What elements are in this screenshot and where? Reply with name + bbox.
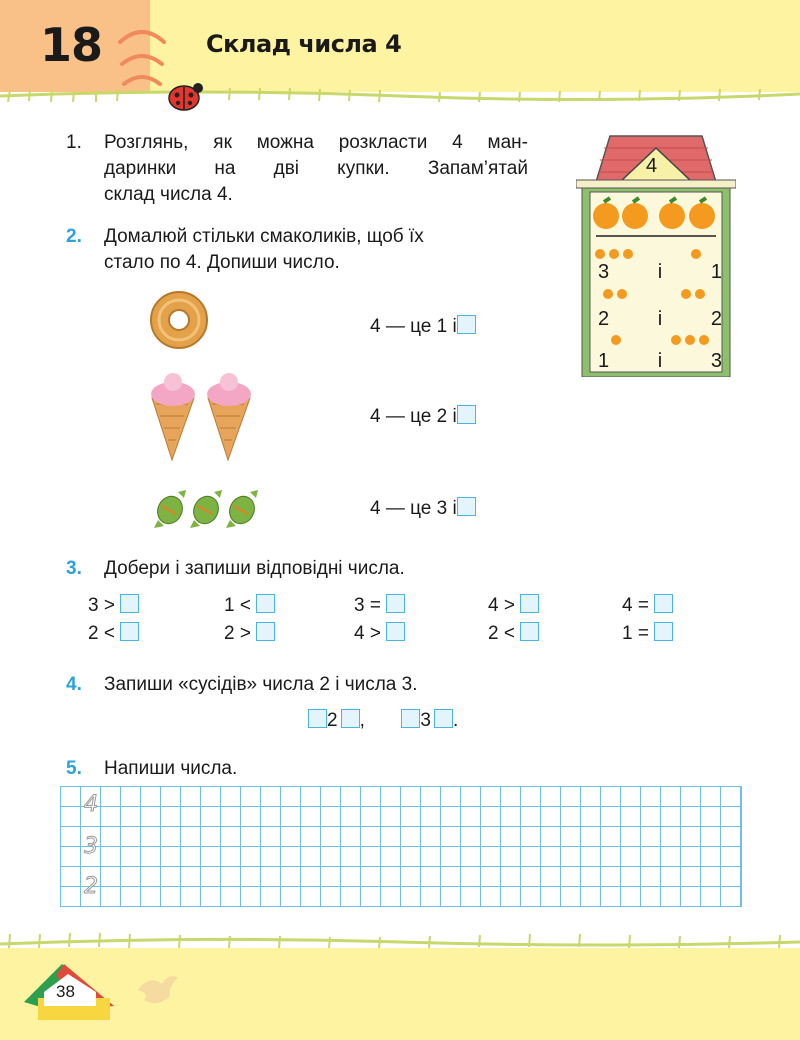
answer-box[interactable]	[386, 622, 405, 641]
trace-digit: 4	[84, 792, 98, 817]
task-1-text	[104, 130, 528, 208]
answer-box[interactable]	[457, 497, 476, 516]
answer-box[interactable]	[654, 622, 673, 641]
task-4-number: 4.	[66, 674, 82, 695]
equation-text: 4 — це 2 і	[370, 406, 457, 427]
task-2-line: стало по 4. Допиши число.	[104, 252, 340, 273]
task-5-text: Напиши числа.	[104, 758, 238, 779]
footer-grass-border	[0, 928, 800, 950]
neighbor-number: 3	[420, 710, 431, 731]
comparison	[88, 622, 139, 645]
house-left: 1	[598, 350, 610, 372]
answer-box[interactable]	[434, 709, 453, 728]
comparison	[88, 594, 139, 617]
comparison	[224, 622, 275, 645]
house-right: 3	[710, 350, 722, 372]
task-3-number: 3.	[66, 558, 82, 579]
house-left: 3	[598, 261, 610, 283]
comparison-text: 3 >	[88, 595, 115, 616]
task-2-line: Домалюй стільки смаколиків, щоб їх	[104, 226, 424, 247]
answer-box[interactable]	[341, 709, 360, 728]
task-1-line: даринки на дві купки. Запам’ятай	[104, 158, 528, 179]
writing-grid[interactable]	[60, 786, 742, 907]
bird-decoration-icon	[134, 970, 182, 1010]
separator: ,	[359, 710, 365, 731]
task-2-text	[104, 224, 534, 276]
house-right: 2	[710, 308, 722, 330]
answer-box[interactable]	[120, 622, 139, 641]
comparison	[224, 594, 275, 617]
answer-box[interactable]	[520, 594, 539, 613]
task-5-number: 5.	[66, 758, 82, 779]
comparison	[354, 594, 405, 617]
candy-icon	[150, 484, 260, 534]
lesson-number: 18	[40, 18, 103, 72]
comparison-text: 4 >	[488, 595, 515, 616]
equation-text: 4 — це 3 і	[370, 498, 457, 519]
house-row-2	[598, 308, 722, 331]
comparison-text: 4 >	[354, 623, 381, 644]
comparison-text: 4 =	[622, 595, 649, 616]
house-roof-number: 4	[646, 155, 658, 177]
house-conj: і	[657, 261, 663, 283]
page-title: Склад числа 4	[206, 30, 402, 58]
comparison	[488, 622, 539, 645]
donut-icon	[148, 290, 210, 350]
page-number: 38	[56, 982, 75, 1001]
answer-box[interactable]	[120, 594, 139, 613]
house-conj: і	[657, 350, 663, 372]
comparison-text: 2 <	[88, 623, 115, 644]
task-4-neighbors	[308, 708, 458, 734]
separator: .	[453, 710, 459, 731]
task-1-line: Розглянь, як можна розкласти 4 ман-	[104, 132, 528, 153]
answer-box[interactable]	[256, 622, 275, 641]
comparison-text: 1 <	[224, 595, 251, 616]
answer-box[interactable]	[256, 594, 275, 613]
answer-box[interactable]	[401, 709, 420, 728]
answer-box[interactable]	[457, 405, 476, 424]
trace-digit: 2	[84, 874, 98, 899]
comparison-text: 1 =	[622, 623, 649, 644]
header-grass-border	[0, 82, 800, 104]
task-3-text: Добери і запиши відповідні числа.	[104, 558, 405, 579]
answer-box[interactable]	[386, 594, 405, 613]
task-1-line: склад числа 4.	[104, 184, 233, 205]
trace-digit: 3	[84, 834, 98, 859]
task-1-number: 1.	[66, 132, 82, 153]
comparison	[622, 622, 673, 645]
ice-cream-icon	[148, 370, 258, 462]
equation-text: 4 — це 1 і	[370, 316, 457, 337]
neighbor-number: 2	[327, 710, 338, 731]
task-4-text: Запиши «сусідів» числа 2 і числа 3.	[104, 674, 418, 695]
answer-box[interactable]	[308, 709, 327, 728]
task-2-number: 2.	[66, 226, 82, 247]
answer-box[interactable]	[654, 594, 673, 613]
house-left: 2	[598, 308, 610, 330]
comparison	[488, 594, 539, 617]
comparison	[354, 622, 405, 645]
answer-box[interactable]	[520, 622, 539, 641]
answer-box[interactable]	[457, 315, 476, 334]
task-2-equation-1	[370, 314, 476, 340]
comparison-text: 2 <	[488, 623, 515, 644]
task-2-equation-3	[370, 496, 476, 522]
footer-band	[0, 948, 800, 1040]
task-2-equation-2	[370, 404, 476, 430]
house-right: 1	[710, 261, 722, 283]
house-conj: і	[657, 308, 663, 330]
ladybug-icon	[162, 78, 208, 114]
house-row-3	[598, 350, 722, 373]
comparison-text: 3 =	[354, 595, 381, 616]
comparison	[622, 594, 673, 617]
comparison-text: 2 >	[224, 623, 251, 644]
